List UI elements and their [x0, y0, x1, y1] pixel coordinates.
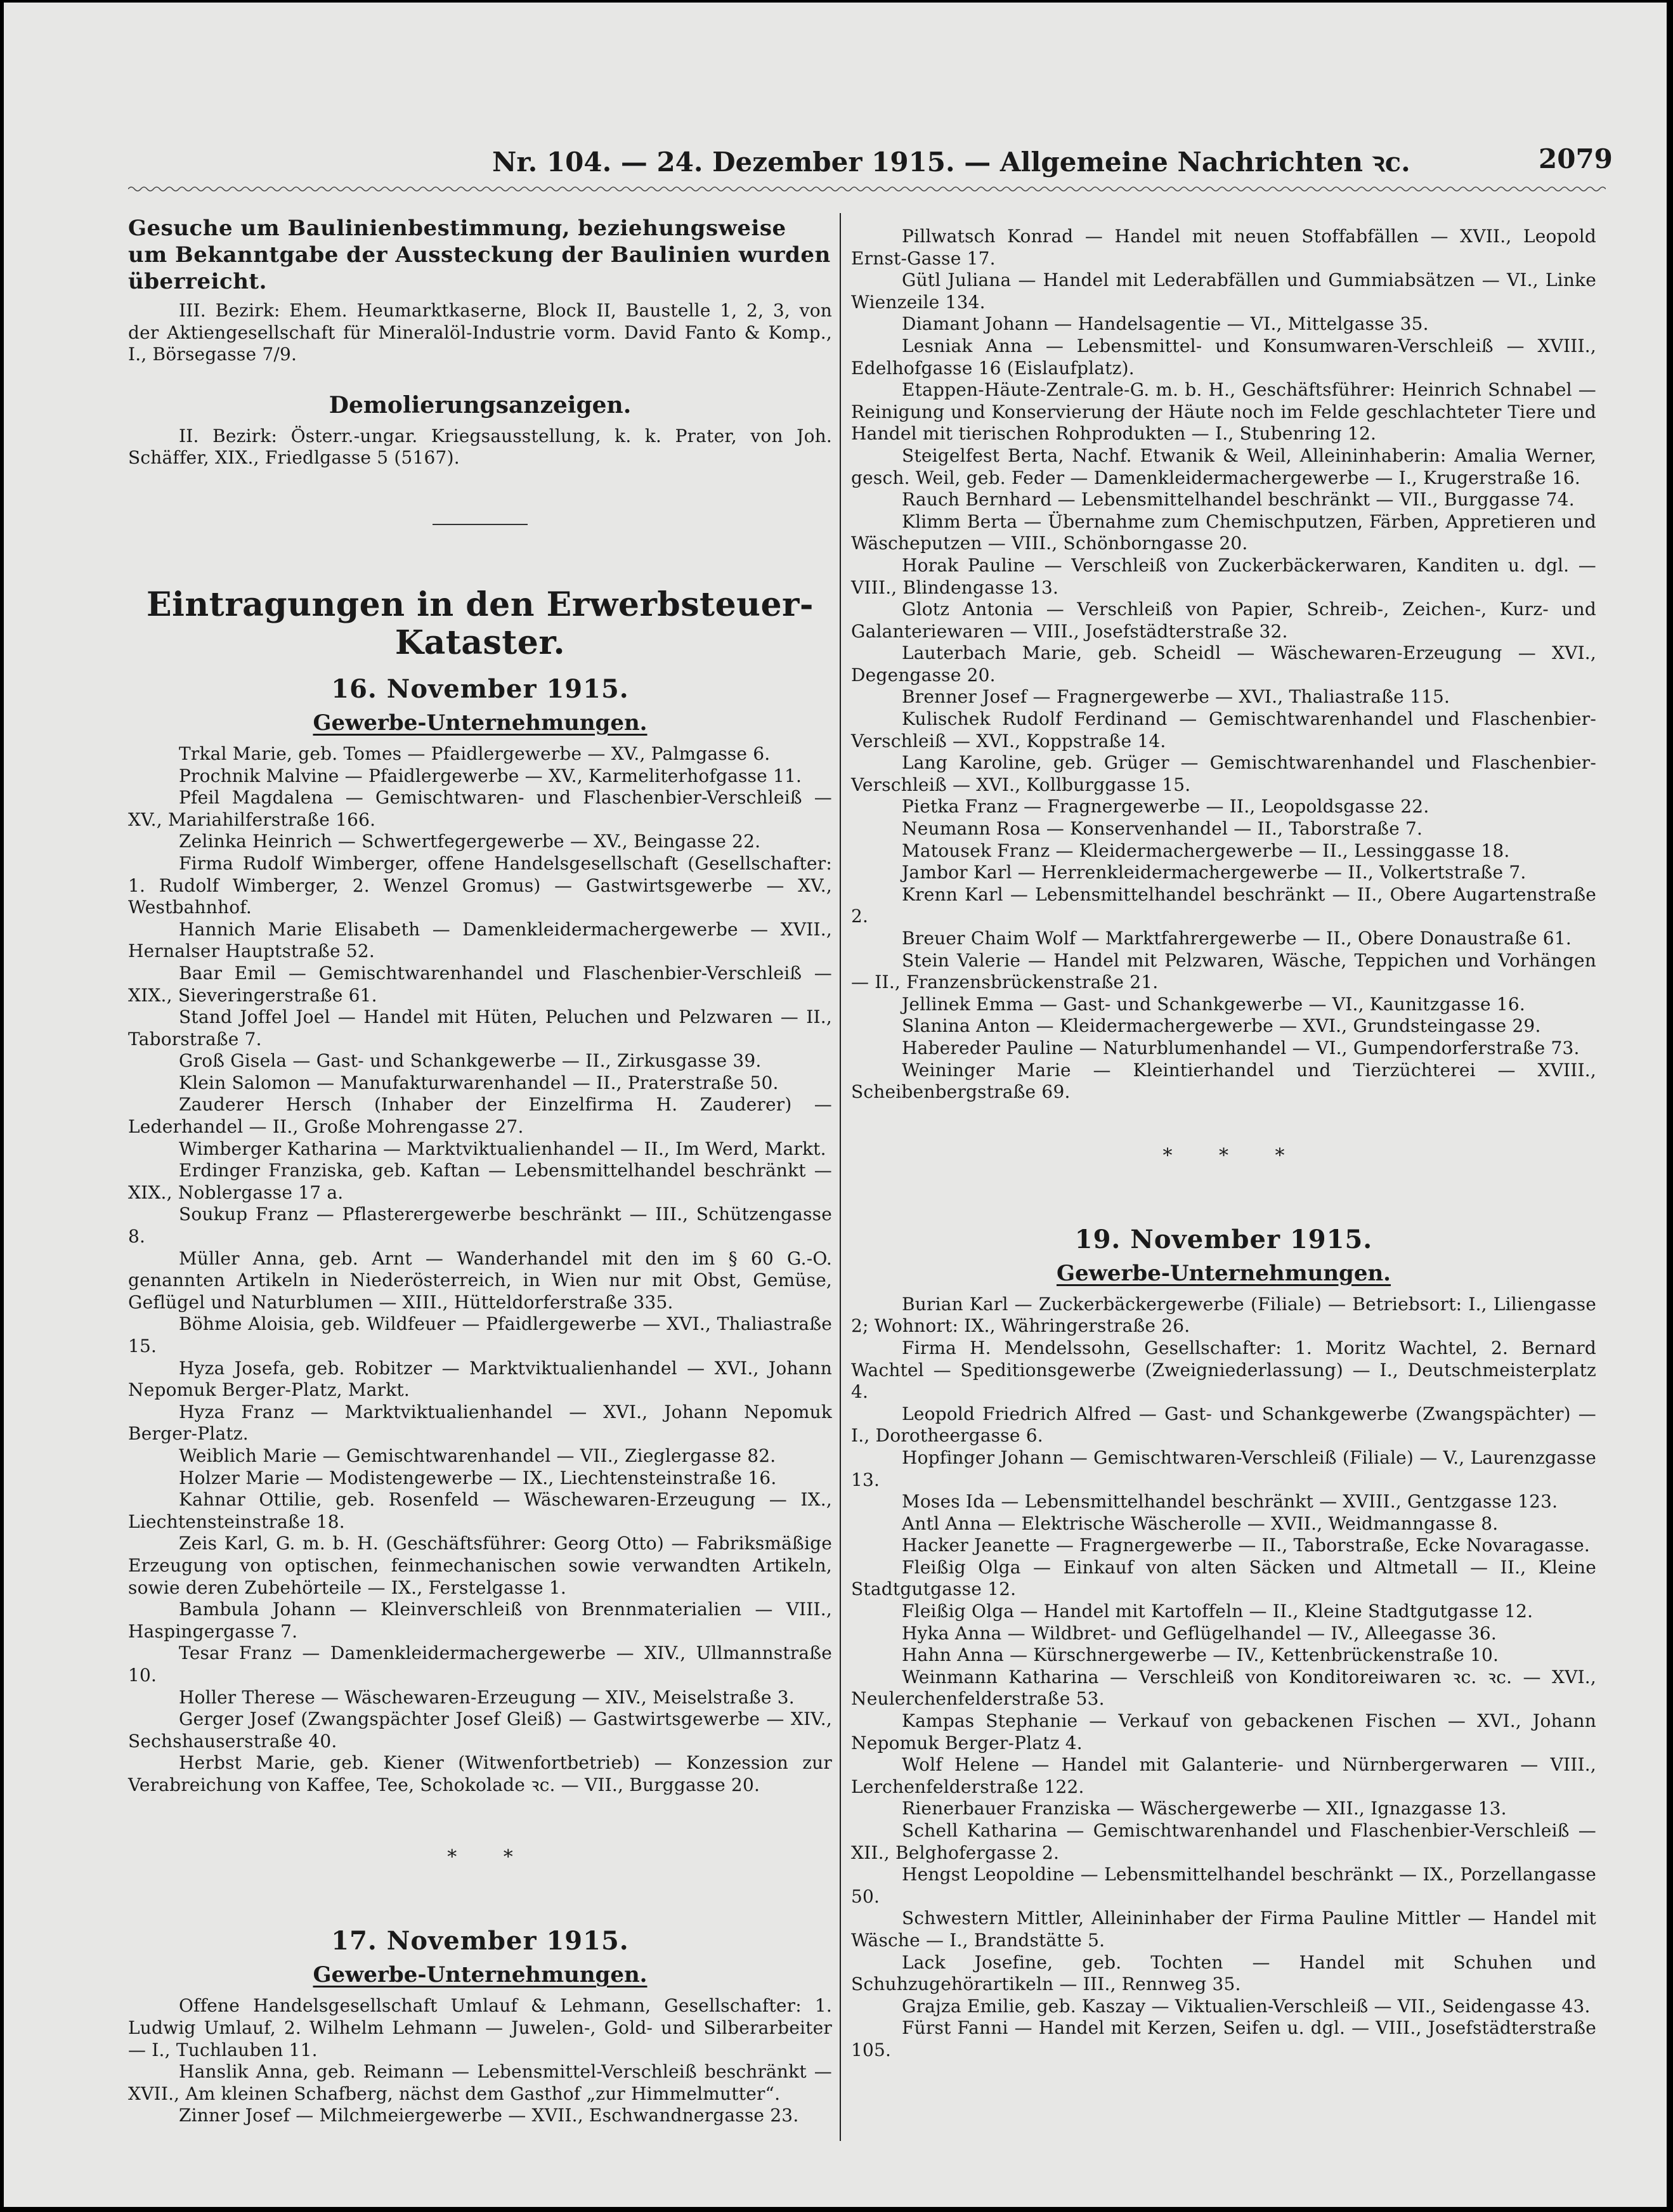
register-entry: Trkal Marie, geb. Tomes — Pfaidlergewerbe — XV., Palmgasse 6. — [179, 743, 771, 764]
register-entry: Antl Anna — Elektrische Wäscherolle — XVII., Weidmanngasse 8. — [902, 1513, 1499, 1534]
date-heading-17-nov: 17. November 1915. — [331, 1926, 629, 1956]
register-entry: Burian Karl — Zuckerbäckergewerbe (Filiale) — Betriebsort: I., Liliengasse 2; Wohnort: IX., Währingerstraße 26. — [851, 1293, 1596, 1337]
register-entry: Neumann Rosa — Konservenhandel — II., Taborstraße 7. — [902, 818, 1423, 840]
register-entry: Firma H. Mendelssohn, Gesellschafter: 1. Moritz Wachtel, 2. Bernard Wachtel — Speditionsgewerbe (Zweigniederlassung) — I., Deutschmeisterplatz 4. — [851, 1337, 1596, 1403]
register-entry: Baar Emil — Gemischtwarenhandel und Flaschenbier-Verschleiß — XIX., Sieveringerstraße 61. — [128, 962, 832, 1006]
register-entry: Zeis Karl, G. m. b. H. (Geschäftsführer: Georg Otto) — Fabriksmäßige Erzeugung von optischen, feinmechanischen sowie verwandten Artikeln, sowie deren Zubehörteile — IX., Ferstelgasse 1. — [128, 1533, 832, 1598]
register-entry: Schwestern Mittler, Alleininhaber der Firma Pauline Mittler — Handel mit Wäsche — I., Brandstätte 5. — [851, 1908, 1596, 1951]
register-entry: Jambor Karl — Herrenkleidermachergewerbe — II., Volkertstraße 7. — [902, 862, 1527, 883]
register-entry: Fleißig Olga — Handel mit Kartoffeln — II., Kleine Stadtgutgasse 12. — [902, 1601, 1533, 1622]
register-entry: Fürst Fanni — Handel mit Kerzen, Seifen u. dgl. — VIII., Josefstädterstraße 105. — [851, 2017, 1596, 2060]
baulinien-heading: Gesuche um Baulinienbestimmung, beziehungsweise um Bekanntgabe der Aussteckung der Baulinien wurden überreicht. — [128, 216, 831, 294]
register-entry: Groß Gisela — Gast- und Schankgewerbe — II., Zirkusgasse 39. — [179, 1050, 762, 1072]
register-entry: Bambula Johann — Kleinverschleiß von Brennmaterialien — VIII., Haspingergasse 7. — [128, 1599, 832, 1642]
entries-16-nov — [128, 743, 832, 1797]
register-entry: Krenn Karl — Lebensmittelhandel beschränkt — II., Obere Augartenstraße 2. — [851, 883, 1596, 927]
register-entry: Wimberger Katharina — Marktviktualienhandel — II., Im Werd, Markt. — [179, 1138, 826, 1159]
register-entry: Pietka Franz — Fragnergewerbe — II., Leopoldsgasse 22. — [902, 796, 1429, 817]
page-number: 2079 — [1539, 143, 1613, 174]
register-entry: Zauderer Hersch (Inhaber der Einzelfirma H. Zauderer) — Lederhandel — II., Große Mohrengasse 27. — [128, 1094, 832, 1138]
register-entry: Soukup Franz — Pflasterergewerbe beschränkt — III., Schützengasse 8. — [128, 1204, 832, 1247]
register-entry: Hahn Anna — Kürschnergewerbe — IV., Kettenbrückenstraße 10. — [902, 1644, 1499, 1666]
right-column — [851, 226, 1596, 2062]
register-entry: Kulischek Rudolf Ferdinand — Gemischtwarenhandel und Flaschenbier-Verschleiß — XVI., Koppstraße 14. — [851, 708, 1596, 751]
register-entry: Zinner Josef — Milchmeiergewerbe — XVII., Eschwandnergasse 23. — [179, 2105, 799, 2126]
register-entry: Holzer Marie — Modistengewerbe — IX., Liechtensteinstraße 16. — [179, 1467, 777, 1488]
register-entry: Hyza Franz — Marktviktualienhandel — XVI., Johann Nepomuk Berger-Platz. — [128, 1401, 832, 1445]
register-entry: Böhme Aloisia, geb. Wildfeuer — Pfaidlergewerbe — XVI., Thaliastraße 15. — [128, 1313, 832, 1356]
demolierung-heading: Demolierungsanzeigen. — [329, 391, 632, 419]
register-entry: Moses Ida — Lebensmittelhandel beschränkt — XVIII., Gentzgasse 123. — [902, 1491, 1558, 1513]
register-entry: Grajza Emilie, geb. Kaszay — Viktualien-Verschleiß — VII., Seidengasse 43. — [902, 1995, 1591, 2017]
register-entry: Lack Josefine, geb. Tochten — Handel mit Schuhen und Schuhzugehörartikeln — III., Rennweg 35. — [851, 1951, 1596, 1995]
register-entry: Lang Karoline, geb. Grüger — Gemischtwarenhandel und Flaschenbier-Verschleiß — XVI., Kollburggasse 15. — [851, 752, 1596, 795]
separator-stars-right: * * * — [1162, 1144, 1285, 1167]
separator-stars-left: * * — [447, 1846, 513, 1869]
register-entry: Lauterbach Marie, geb. Scheidl — Wäschewaren-Erzeugung — XVI., Degengasse 20. — [851, 642, 1596, 686]
header-issue: Nr. 104. — 24. Dezember 1915. — Allgemeine Nachrichten ꝛc. — [492, 146, 1410, 178]
register-entry: Weininger Marie — Kleintierhandel und Tierzüchterei — XVIII., Scheibenbergstraße 69. — [851, 1059, 1596, 1103]
register-entry: Stein Valerie — Handel mit Pelzwaren, Wäsche, Teppichen und Vorhängen — II., Franzensbrückenstraße 21. — [851, 949, 1596, 993]
register-entry: Weinmann Katharina — Verschleiß von Konditoreiwaren ꝛc. ꝛc. — XVI., Neulerchenfelderstraße 53. — [851, 1666, 1596, 1710]
baulinien-entry: III. Bezirk: Ehem. Heumarktkaserne, Block II, Baustelle 1, 2, 3, von der Aktiengesellschaft für Mineralöl-Industrie vorm. David Fanto & Komp., I., Börsegasse 7/9. — [128, 300, 832, 365]
kataster-heading: Eintragungen in den Erwerbsteuer-Kataster. — [146, 585, 814, 662]
register-entry: Pfeil Magdalena — Gemischtwaren- und Flaschenbier-Verschleiß — XV., Mariahilferstraße 166. — [128, 787, 832, 830]
register-entry: Pillwatsch Konrad — Handel mit neuen Stoffabfällen — XVII., Leopold Ernst-Gasse 17. — [851, 226, 1596, 269]
date-heading-19-nov: 19. November 1915. — [1074, 1224, 1373, 1254]
gewerbe-heading-19-nov: Gewerbe-Unternehmungen. — [1056, 1260, 1391, 1286]
register-entry: Etappen-Häute-Zentrale-G. m. b. H., Geschäftsführer: Heinrich Schnabel — Reinigung und Konservierung der Häute noch im Felde geschlachteter Tiere und Handel mit tierischen Rohprodukten — I., Stubenring 12. — [851, 379, 1596, 445]
entries-19-nov — [851, 1294, 1596, 2062]
register-entry: Hanslik Anna, geb. Reimann — Lebensmittel-Verschleiß beschränkt — XVII., Am kleinen Schafberg, nächst dem Gasthof „zur Himmelmutter“. — [128, 2061, 832, 2104]
register-entry: Diamant Johann — Handelsagentie — VI., Mittelgasse 35. — [902, 313, 1429, 335]
register-entry: Herbst Marie, geb. Kiener (Witwenfortbetrieb) — Konzession zur Verabreichung von Kaffee, Tee, Schokolade ꝛc. — VII., Burggasse 20. — [128, 1752, 832, 1795]
register-entry: Steigelfest Berta, Nachf. Etwanik & Weil, Alleininhaberin: Amalia Werner, gesch. Weil, geb. Feder — Damenkleidermachergewerbe — I., Krugerstraße 16. — [851, 445, 1596, 488]
register-entry: Glotz Antonia — Verschleiß von Papier, Schreib-, Zeichen-, Kurz- und Galanteriewaren — VIII., Josefstädterstraße 32. — [851, 599, 1596, 642]
register-entry: Klein Salomon — Manufakturwarenhandel — II., Praterstraße 50. — [179, 1072, 779, 1093]
register-entry: Leopold Friedrich Alfred — Gast- und Schankgewerbe (Zwangspächter) — I., Dorotheergasse 6. — [851, 1403, 1596, 1447]
register-entry: Schell Katharina — Gemischtwarenhandel und Flaschenbier-Verschleiß — XII., Belghofergasse 2. — [851, 1820, 1596, 1863]
register-entry: Slanina Anton — Kleidermachergewerbe — XVI., Grundsteingasse 29. — [902, 1015, 1541, 1037]
newspaper-page — [4, 3, 1667, 2207]
register-entry: Kahnar Ottilie, geb. Rosenfeld — Wäschewaren-Erzeugung — IX., Liechtensteinstraße 18. — [128, 1489, 832, 1532]
register-entry: Firma Rudolf Wimberger, offene Handelsgesellschaft (Gesellschafter: 1. Rudolf Wimberger, 2. Wenzel Gromus) — Gastwirtsgewerbe — XV., Westbahnhof. — [128, 852, 832, 918]
register-entry: Rauch Bernhard — Lebensmittelhandel beschränkt — VII., Burggasse 74. — [902, 489, 1575, 511]
register-entry: Habereder Pauline — Naturblumenhandel — VI., Gumpendorferstraße 73. — [902, 1037, 1580, 1058]
register-entry: Lesniak Anna — Lebensmittel- und Konsumwaren-Verschleiß — XVIII., Edelhofgasse 16 (Eislaufplatz). — [851, 335, 1596, 379]
register-entry: Erdinger Franziska, geb. Kaftan — Lebensmittelhandel beschränkt — XIX., Noblergasse 17 a. — [128, 1160, 832, 1203]
register-entry: Stand Joffel Joel — Handel mit Hüten, Peluchen und Pelzwaren — II., Taborstraße 7. — [128, 1006, 832, 1050]
register-entry: Brenner Josef — Fragnergewerbe — XVI., Thaliastraße 115. — [902, 686, 1450, 708]
entries-17-nov-continued — [851, 226, 1596, 1103]
register-entry: Rienerbauer Franziska — Wäschergewerbe — XII., Ignazgasse 13. — [902, 1798, 1507, 1819]
register-entry: Gütl Juliana — Handel mit Lederabfällen und Gummiabsätzen — VI., Linke Wienzeile 134. — [851, 270, 1596, 313]
register-entry: Prochnik Malvine — Pfaidlergewerbe — XV., Karmeliterhofgasse 11. — [179, 765, 802, 786]
gewerbe-heading-17-nov: Gewerbe-Unternehmungen. — [313, 1962, 648, 1988]
date-heading-16-nov: 16. November 1915. — [331, 673, 629, 704]
register-entry: Breuer Chaim Wolf — Marktfahrergewerbe — II., Obere Donaustraße 61. — [902, 928, 1572, 949]
register-entry: Horak Pauline — Verschleiß von Zuckerbäckerwaren, Kanditen u. dgl. — VIII., Blindengasse 13. — [851, 554, 1596, 598]
register-entry: Jellinek Emma — Gast- und Schankgewerbe — VI., Kaunitzgasse 16. — [902, 993, 1525, 1015]
register-entry: Gerger Josef (Zwangspächter Josef Gleiß) — Gastwirtsgewerbe — XIV., Sechshauserstraße 40. — [128, 1708, 832, 1752]
register-entry: Zelinka Heinrich — Schwertfegergewerbe — XV., Beingasse 22. — [179, 831, 761, 852]
register-entry: Tesar Franz — Damenkleidermachergewerbe — XIV., Ullmannstraße 10. — [128, 1643, 832, 1686]
register-entry: Müller Anna, geb. Arnt — Wanderhandel mit den im § 60 G.-O. genannten Artikeln in Niederösterreich, in Wien nur mit Obst, Gemüse, Geflügel und Naturblumen — XIII., Hütteldorferstraße 335. — [128, 1247, 832, 1313]
register-entry: Hengst Leopoldine — Lebensmittelhandel beschränkt — IX., Porzellangasse 50. — [851, 1864, 1596, 1907]
register-entry: Hacker Jeanette — Fragnergewerbe — II., Taborstraße, Ecke Novaragasse. — [902, 1535, 1590, 1556]
register-entry: Hyka Anna — Wildbret- und Geflügelhandel — IV., Alleegasse 36. — [902, 1622, 1497, 1644]
register-entry: Offene Handelsgesellschaft Umlauf & Lehmann, Gesellschafter: 1. Ludwig Umlauf, 2. Wilhelm Lehmann — Juwelen-, Gold- und Silberarbeiter — I., Tuchlauben 11. — [128, 1995, 832, 2060]
register-entry: Fleißig Olga — Einkauf von alten Säcken und Altmetall — II., Kleine Stadtgutgasse 12. — [851, 1556, 1596, 1600]
register-entry: Klimm Berta — Übernahme zum Chemischputzen, Färben, Appretieren und Wäscheputzen — VIII., Schönborngasse 20. — [851, 511, 1596, 554]
register-entry: Hannich Marie Elisabeth — Damenkleidermachergewerbe — XVII., Hernalser Hauptstraße 52. — [128, 918, 832, 962]
gewerbe-heading-16-nov: Gewerbe-Unternehmungen. — [313, 710, 648, 736]
demolierung-entry: II. Bezirk: Österr.-ungar. Kriegsausstellung, k. k. Prater, von Joh. Schäffer, XIX., Friedlgasse 5 (5167). — [128, 425, 832, 469]
register-entry: Hopfinger Johann — Gemischtwaren-Verschleiß (Filiale) — V., Laurenzgasse 13. — [851, 1447, 1596, 1490]
header-rule — [128, 185, 1606, 193]
column-divider — [840, 213, 841, 2141]
register-entry: Wolf Helene — Handel mit Galanterie- und Nürnbergerwaren — VIII., Lerchenfelderstraße 122. — [851, 1754, 1596, 1797]
register-entry: Holler Therese — Wäschewaren-Erzeugung — XIV., Meiselstraße 3. — [179, 1686, 795, 1708]
register-entry: Hyza Josefa, geb. Robitzer — Marktviktualienhandel — XVI., Johann Nepomuk Berger-Platz, Markt. — [128, 1357, 832, 1401]
register-entry: Weiblich Marie — Gemischtwarenhandel — VII., Zieglergasse 82. — [179, 1445, 776, 1466]
register-entry: Kampas Stephanie — Verkauf von gebackenen Fischen — XVI., Johann Nepomuk Berger-Platz 4. — [851, 1710, 1596, 1753]
register-entry: Matousek Franz — Kleidermachergewerbe — II., Lessinggasse 18. — [902, 840, 1510, 861]
left-column — [128, 215, 832, 2127]
entries-17-nov — [128, 1995, 832, 2127]
